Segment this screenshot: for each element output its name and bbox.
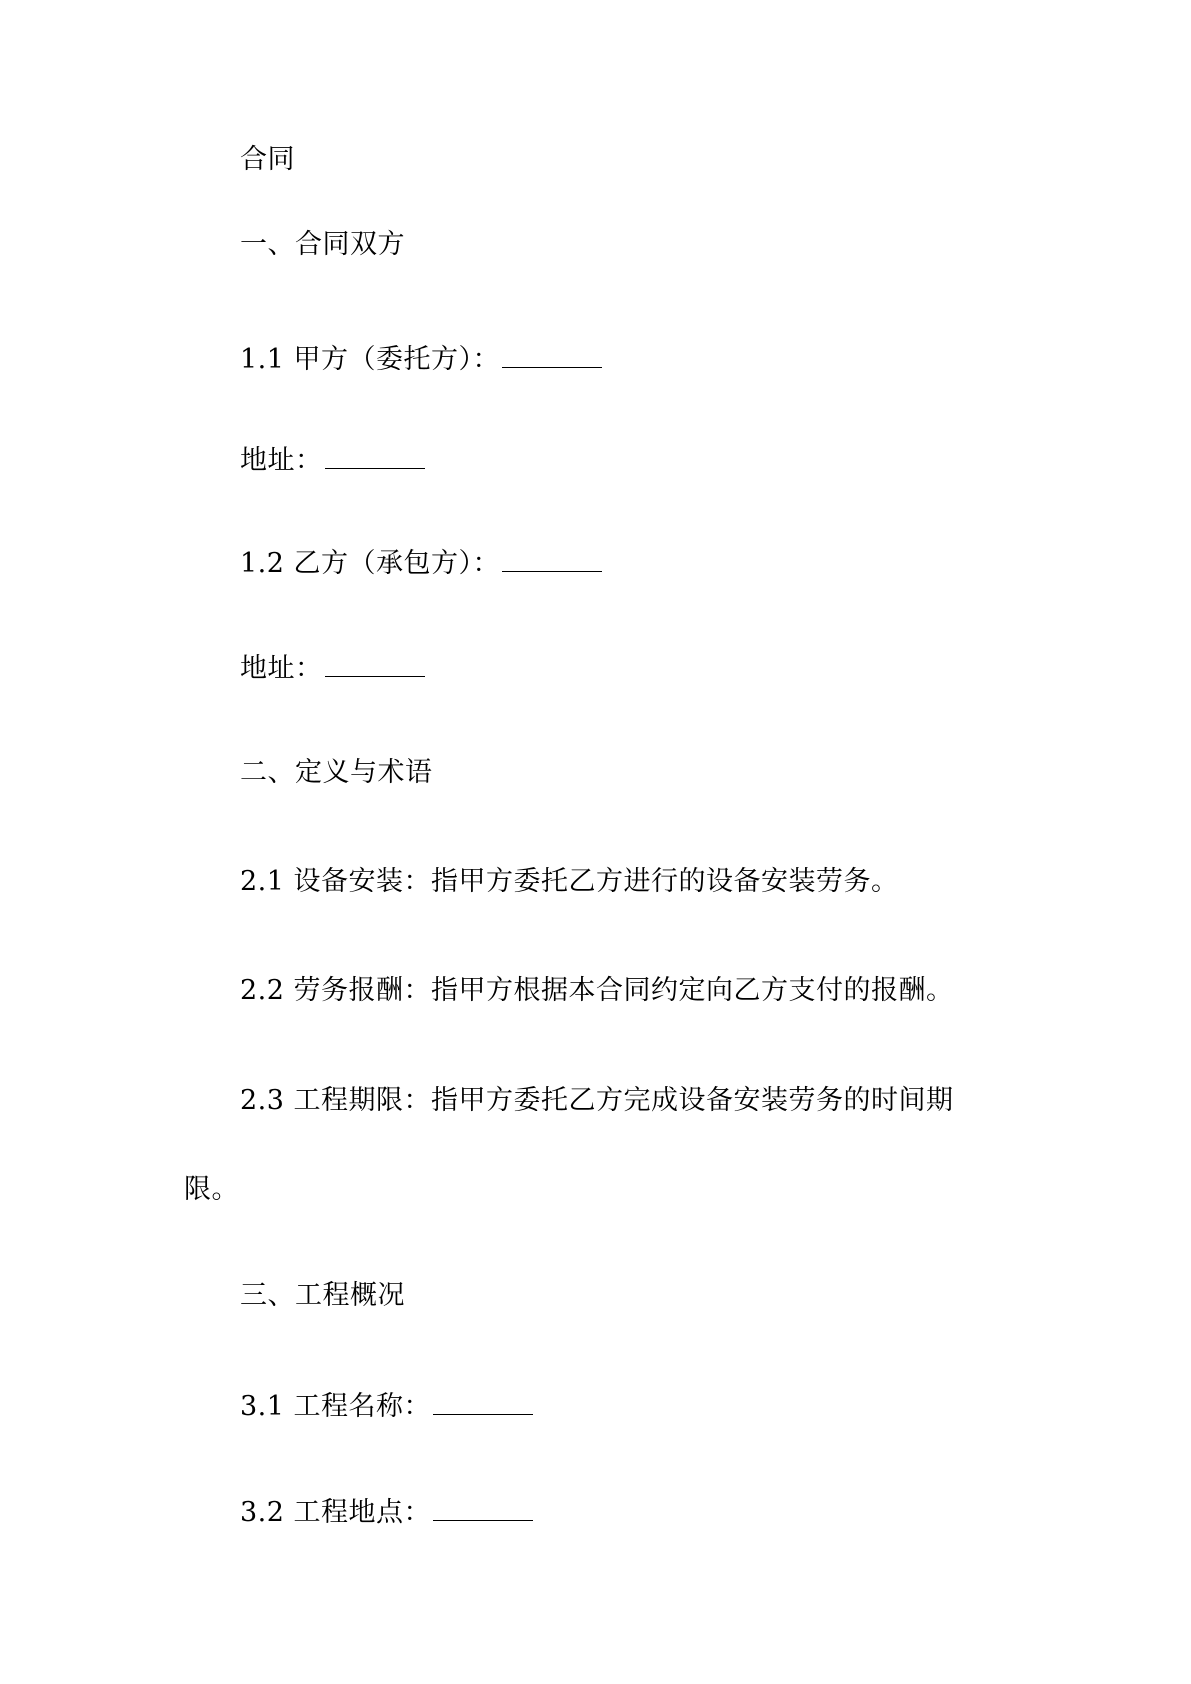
party-b-label: 1.2 乙方（承包方）： (240, 548, 501, 579)
party-a-blank[interactable] (502, 341, 602, 368)
definition-2-2: 2.2 劳务报酬：指甲方根据本合同约定向乙方支付的报酬。 (240, 975, 954, 1006)
project-name-row (240, 1388, 533, 1425)
section-heading-definitions: 二、定义与术语 (240, 757, 433, 788)
document-title: 合同 (240, 144, 295, 175)
definition-2-1: 2.1 设备安装：指甲方委托乙方进行的设备安装劳务。 (240, 866, 899, 897)
section-heading-parties: 一、合同双方 (240, 229, 405, 260)
definition-2-3-line-2: 限。 (184, 1174, 239, 1205)
party-a-row (240, 341, 602, 378)
section-heading-project: 三、工程概况 (240, 1280, 405, 1311)
party-b-address-row (240, 650, 425, 687)
project-name-label: 3.1 工程名称： (240, 1391, 432, 1422)
project-name-blank[interactable] (433, 1388, 533, 1415)
project-location-blank[interactable] (433, 1494, 533, 1521)
party-b-address-label: 地址： (240, 653, 323, 684)
party-b-row (240, 545, 602, 582)
project-location-label: 3.2 工程地点： (240, 1497, 432, 1528)
project-location-row (240, 1494, 533, 1531)
party-b-blank[interactable] (502, 545, 602, 572)
party-a-address-blank[interactable] (325, 442, 425, 469)
party-a-address-label: 地址： (240, 445, 323, 476)
definition-2-3-line-1: 2.3 工程期限：指甲方委托乙方完成设备安装劳务的时间期 (240, 1085, 954, 1116)
party-a-address-row (240, 442, 425, 479)
party-b-address-blank[interactable] (325, 650, 425, 677)
party-a-label: 1.1 甲方（委托方）： (240, 344, 501, 375)
